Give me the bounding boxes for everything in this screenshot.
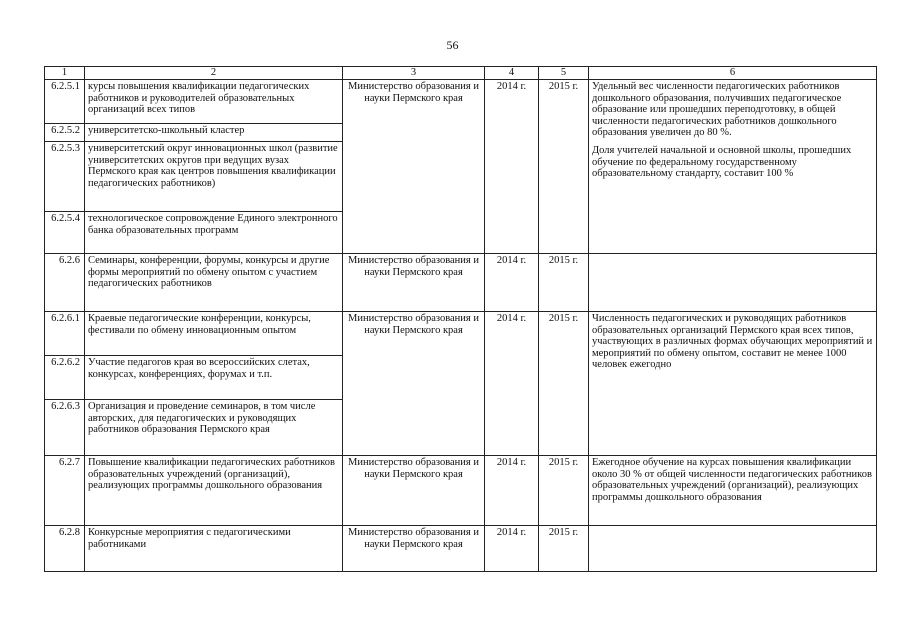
end-year: 2015 г. <box>539 254 589 312</box>
header-col-1: 1 <box>45 67 85 80</box>
result-cell: Ежегодное обучение на курсах повышения квалификации около 30 % от общей численности педагогических работников образовательных учреждений (организаций), реализующих программы дошкольного образования <box>589 456 877 526</box>
start-year: 2014 г. <box>485 312 539 456</box>
item-number: 6.2.6.1 <box>45 312 85 356</box>
item-text: курсы повышения квалификации педагогических работников и руководителей образовательных организаций всех типов <box>85 80 343 124</box>
item-number: 6.2.5.4 <box>45 212 85 254</box>
item-number: 6.2.5.1 <box>45 80 85 124</box>
responsible-cell: Министерство образования и науки Пермского края <box>343 456 485 526</box>
end-year: 2015 г. <box>539 456 589 526</box>
responsible-cell: Министерство образования и науки Пермского края <box>343 80 485 254</box>
responsible-cell: Министерство образования и науки Пермского края <box>343 312 485 456</box>
end-year: 2015 г. <box>539 80 589 254</box>
end-year: 2015 г. <box>539 312 589 456</box>
item-text: университетско-школьный кластер <box>85 124 343 142</box>
item-text: технологическое сопровождение Единого электронного банка образовательных программ <box>85 212 343 254</box>
item-number: 6.2.6 <box>45 254 85 312</box>
table-row <box>45 312 877 356</box>
responsible-cell: Министерство образования и науки Пермского края <box>343 526 485 572</box>
result-paragraph: Удельный вес численности педагогических работников дошкольного образования, получивших педагогическое образование или прошедших переподготовку, в общей численности педагогических работников дошкольного образования увеличен до 80 %. <box>592 81 842 139</box>
table-row <box>45 80 877 124</box>
item-text: Конкурсные мероприятия с педагогическими работниками <box>85 526 343 572</box>
header-col-4: 4 <box>485 67 539 80</box>
header-col-6: 6 <box>589 67 877 80</box>
start-year: 2014 г. <box>485 80 539 254</box>
page-number: 56 <box>446 38 459 52</box>
start-year: 2014 г. <box>485 254 539 312</box>
item-number: 6.2.6.2 <box>45 356 85 400</box>
item-number: 6.2.6.3 <box>45 400 85 456</box>
start-year: 2014 г. <box>485 526 539 572</box>
table-row <box>45 526 877 572</box>
item-number: 6.2.8 <box>45 526 85 572</box>
result-cell <box>589 254 877 312</box>
item-number: 6.2.7 <box>45 456 85 526</box>
result-cell: Численность педагогических и руководящих работников образовательных организаций Пермского края всех типов, участвующих в различных формах обучающих мероприятий и мероприятий по обмену опытом, составит не менее 1000 человек ежегодно <box>589 312 877 456</box>
start-year: 2014 г. <box>485 456 539 526</box>
header-col-5: 5 <box>539 67 589 80</box>
responsible-cell: Министерство образования и науки Пермского края <box>343 254 485 312</box>
program-table <box>44 66 877 572</box>
item-text: Семинары, конференции, форумы, конкурсы и другие формы мероприятий по обмену опытом с участием педагогических работников <box>85 254 343 312</box>
header-col-2: 2 <box>85 67 343 80</box>
item-number: 6.2.5.2 <box>45 124 85 142</box>
item-text: университетский округ инновационных школ (развитие университетских округов при ведущих вузах Пермского края как центров повышения квалификации педагогических работников) <box>85 142 343 212</box>
item-text: Повышение квалификации педагогических работников образовательных учреждений (организаций), реализующих программы дошкольного образования <box>85 456 343 526</box>
header-row <box>45 67 877 80</box>
end-year: 2015 г. <box>539 526 589 572</box>
table-row <box>45 254 877 312</box>
table-row <box>45 456 877 526</box>
result-cell <box>589 80 877 254</box>
result-paragraph: Доля учителей начальной и основной школы, прошедших обучение по федеральному государственному образовательному стандарту, составит 100 % <box>592 144 852 180</box>
item-number: 6.2.5.3 <box>45 142 85 212</box>
item-text: Организация и проведение семинаров, в том числе авторских, для педагогических и руководящих работников образования Пермского края <box>85 400 343 456</box>
result-cell <box>589 526 877 572</box>
item-text: Краевые педагогические конференции, конкурсы, фестивали по обмену инновационным опытом <box>85 312 343 356</box>
header-col-3: 3 <box>343 67 485 80</box>
item-text: Участие педагогов края во всероссийских слетах, конкурсах, конференциях, форумах и т.п. <box>85 356 343 400</box>
